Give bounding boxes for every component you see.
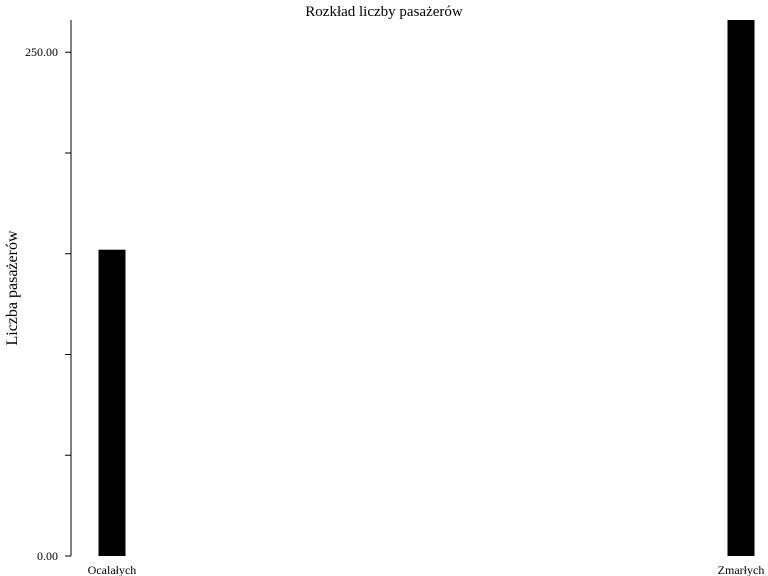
- y-axis-label: Liczba pasażerów: [4, 230, 21, 346]
- x-category-label: Zmarłych: [717, 563, 765, 576]
- bar-died: [728, 20, 755, 556]
- x-category-label: Ocalałych: [87, 563, 137, 576]
- y-tick-label: 0.00: [37, 549, 58, 563]
- chart-title: Rozkład liczby pasażerów: [305, 4, 463, 20]
- bar-survived: [99, 250, 126, 556]
- y-tick-label: 250.00: [25, 45, 58, 60]
